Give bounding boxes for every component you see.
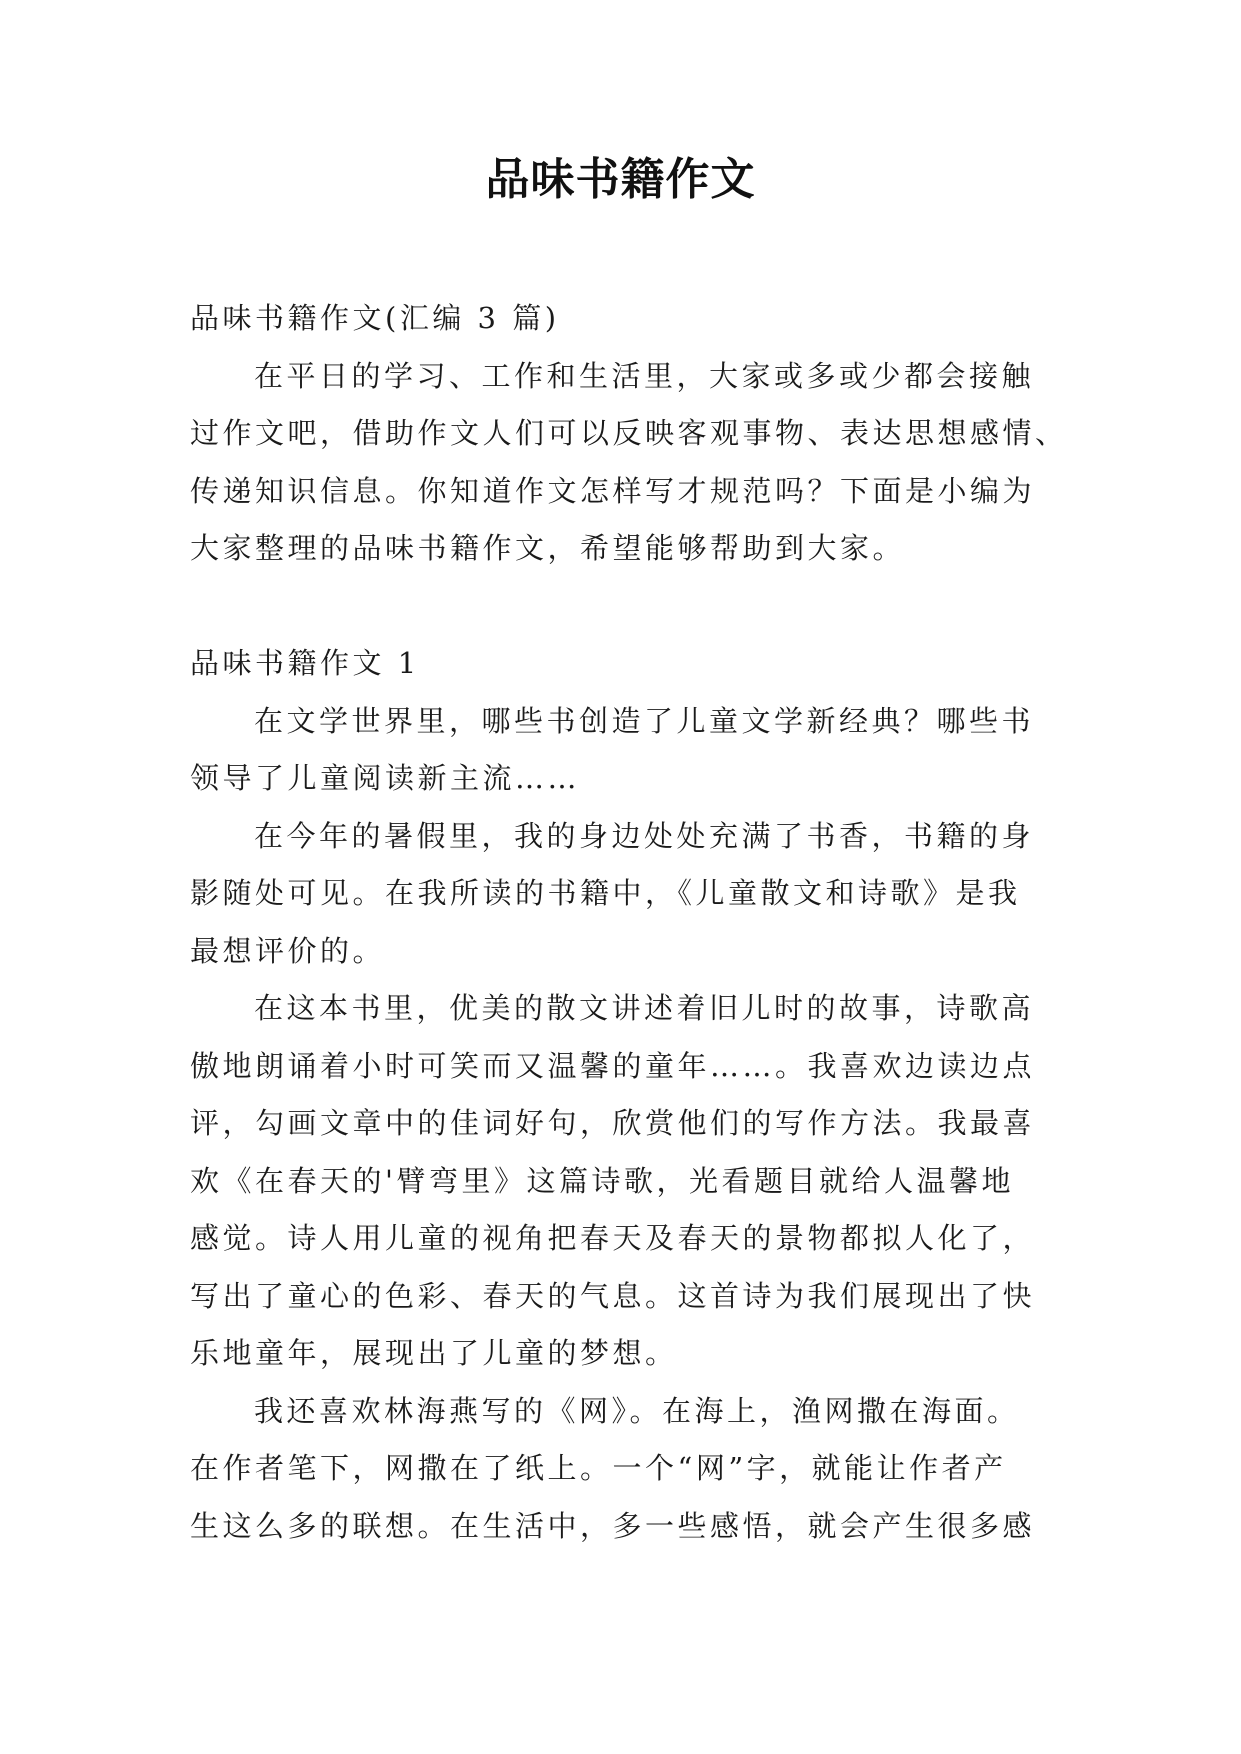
text-line: 在作者笔下，网撒在了纸上。一个“网”字，就能让作者产 — [190, 1451, 1007, 1485]
text-line: 在这本书里，优美的散文讲述着旧儿时的故事，诗歌高 — [254, 991, 1035, 1025]
text-line: 在平日的学习、工作和生活里，大家或多或少都会接触 — [254, 358, 1035, 393]
page-title: 品味书籍作文 — [485, 154, 756, 205]
paragraph-2 — [190, 808, 1050, 981]
text-line: 写出了童心的色彩、春天的气息。这首诗为我们展现出了快 — [190, 1278, 1036, 1313]
text-line: 影随处可见。在我所读的书籍中，《儿童散文和诗歌》是我 — [190, 876, 1021, 910]
text-line: 生这么多的联想。在生活中，多一些感悟，就会产生很多感 — [190, 1508, 1036, 1543]
text-line: 传递知识信息。你知道作文怎样写才规范吗？下面是小编为 — [190, 473, 1036, 508]
intro-paragraph — [190, 348, 1068, 578]
blank-line — [190, 578, 1050, 636]
text-line: 最想评价的。 — [190, 933, 386, 968]
text-line: 在今年的暑假里，我的身边处处充满了书香，书籍的身 — [254, 818, 1035, 853]
document-body — [190, 290, 1068, 1555]
text-line: 乐地童年，展现出了儿童的梦想。 — [190, 1336, 678, 1370]
text-line: 大家整理的品味书籍作文，希望能够帮助到大家。 — [190, 531, 906, 565]
text-line: 傲地朗诵着小时可笑而又温馨的童年……。我喜欢边读边点 — [190, 1048, 1036, 1083]
paragraph-1 — [190, 693, 1050, 808]
text-line: 在文学世界里，哪些书创造了儿童文学新经典？哪些书 — [254, 703, 1035, 738]
text-line: 过作文吧，借助作文人们可以反映客观事物、表达思想感情、 — [190, 416, 1068, 450]
text-line: 我还喜欢林海燕写的《网》。在海上，渔网撒在海面。 — [254, 1393, 1020, 1428]
text-line: 评，勾画文章中的佳词好句，欣赏他们的写作方法。我最喜 — [190, 1106, 1036, 1140]
subtitle: 品味书籍作文(汇编 3 篇) — [190, 301, 560, 335]
text-line: 感觉。诗人用儿童的视角把春天及春天的景物都拟人化了， — [190, 1221, 1036, 1255]
text-line: 欢《在春天的'臂弯里》这篇诗歌，光看题目就给人温馨地 — [190, 1163, 1014, 1198]
text-line: 领导了儿童阅读新主流…… — [190, 761, 581, 795]
paragraph-4 — [190, 1383, 1050, 1556]
section-heading: 品味书籍作文 1 — [190, 646, 420, 680]
paragraph-3 — [190, 980, 1050, 1383]
